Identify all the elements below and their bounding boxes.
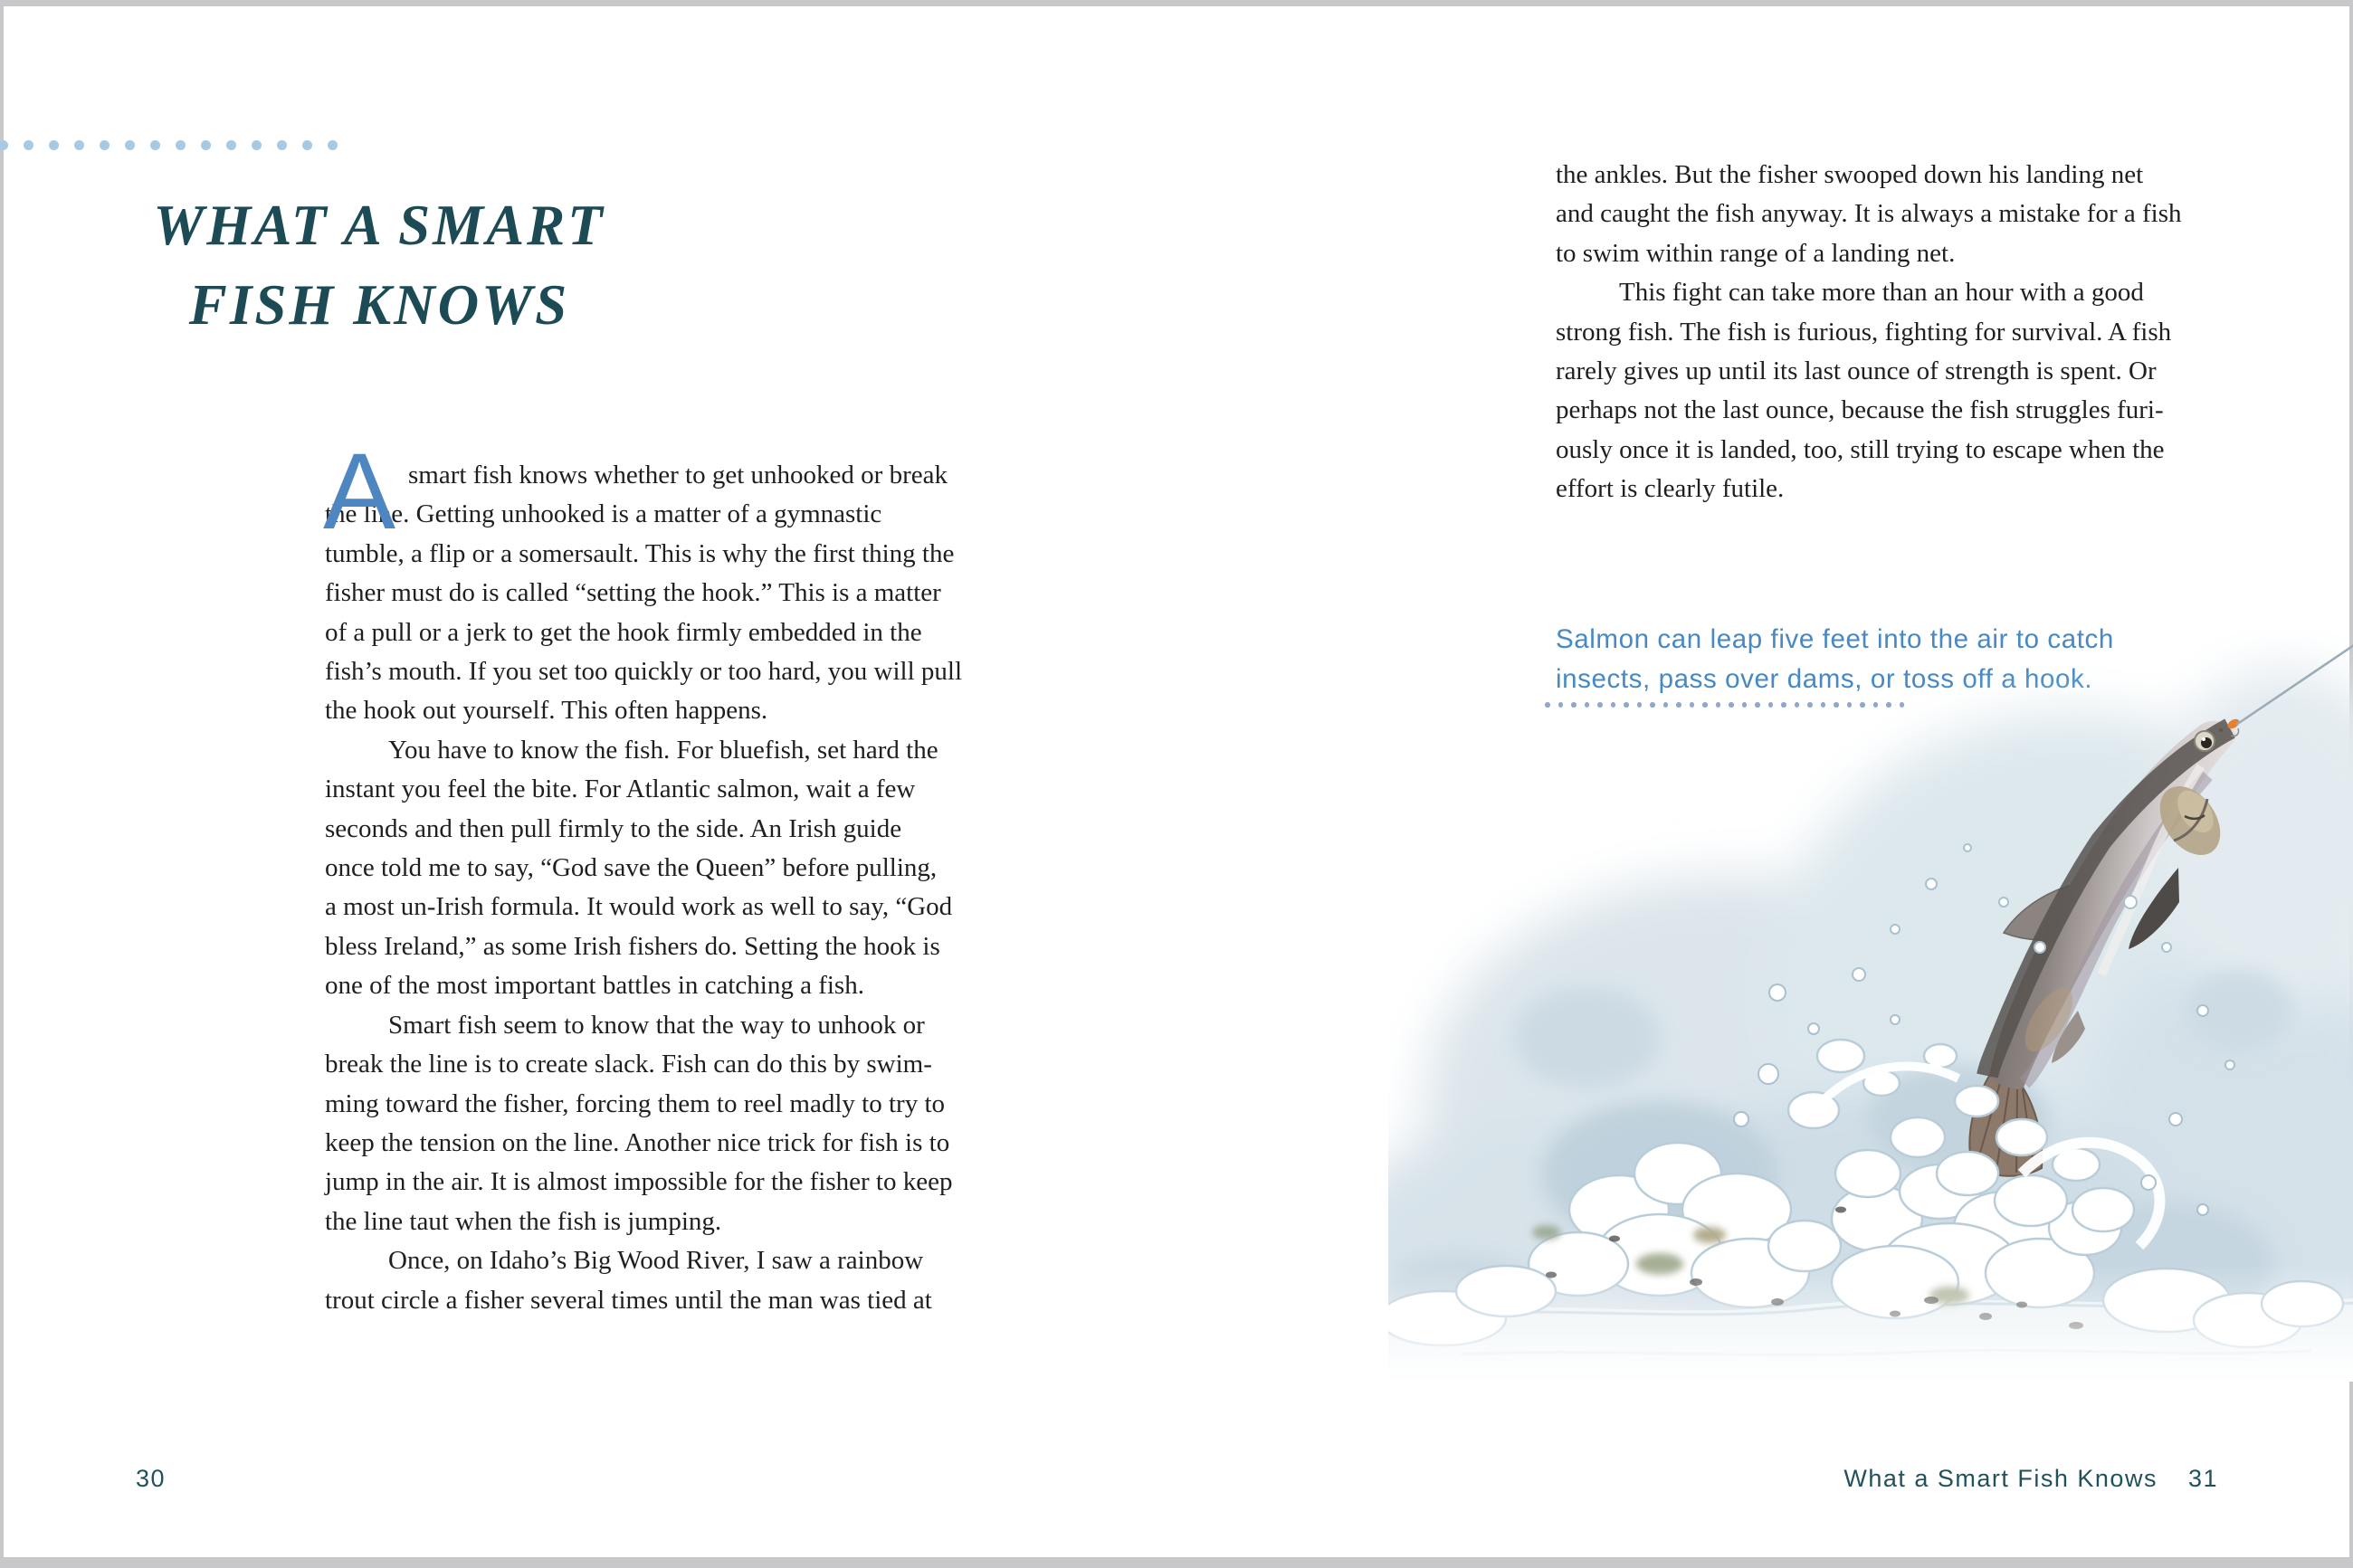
- text-line: rarely gives up until its last ounce of strength is spent. Or: [1556, 356, 2157, 386]
- dot: [150, 140, 160, 150]
- chapter-title-line-2: FISH KNOWS: [188, 273, 570, 337]
- dot: [49, 140, 59, 150]
- page-number-left: 30: [136, 1465, 167, 1492]
- text-line: ously once it is landed, too, still trying to escape when the: [1556, 434, 2165, 464]
- paragraph: [323, 431, 990, 731]
- dot: [24, 140, 33, 150]
- decorative-dots: [0, 140, 338, 150]
- text-line: You have to know the fish. For bluefish, set hard the: [388, 735, 938, 765]
- text-line: break the line is to create slack. Fish can do this by swim-: [325, 1050, 932, 1079]
- paragraph: [1556, 273, 2221, 508]
- dot: [201, 140, 211, 150]
- footer-right: [1843, 1465, 2218, 1493]
- text-line: one of the most important battles in catching a fish.: [325, 971, 864, 1001]
- text-line: effort is clearly futile.: [1556, 474, 1785, 504]
- text-line: keep the tension on the line. Another nice trick for fish is to: [325, 1127, 950, 1157]
- text-line: perhaps not the last ounce, because the fish struggles furi-: [1556, 395, 2164, 425]
- left-text-column: [323, 431, 990, 1320]
- text-line: a most un-Irish formula. It would work as well to say, “God: [325, 892, 953, 922]
- dot: [0, 140, 8, 150]
- text-line: the line. Getting unhooked is a matter of a gymnastic: [325, 499, 882, 529]
- text-line: the ankles. But the fisher swooped down his landing net: [1556, 160, 2144, 189]
- text-line: bless Ireland,” as some Irish fishers do. Setting the hook is: [325, 931, 940, 961]
- text-line: and caught the fish anyway. It is always a mistake for a fish: [1556, 199, 2182, 229]
- text-line: trout circle a fisher several times until the man was tied at: [325, 1285, 932, 1315]
- caption-line-1: Salmon can leap five feet into the air to catch: [1556, 624, 2114, 654]
- text-line: ming toward the fisher, forcing them to reel madly to try to: [325, 1088, 945, 1118]
- text-line: jump in the air. It is almost impossible for the fisher to keep: [325, 1167, 953, 1197]
- running-chapter-title: What a Smart Fish Knows: [1843, 1465, 2158, 1492]
- chapter-title-line-1: WHAT A SMART: [153, 194, 605, 257]
- text-line: of a pull or a jerk to get the hook firmly embedded in the: [325, 617, 922, 647]
- text-line: strong fish. The fish is furious, fighting for survival. A fish: [1556, 317, 2172, 347]
- paragraph: [325, 731, 990, 1006]
- text-line: smart fish knows whether to get unhooked or break: [408, 461, 948, 489]
- text-line: fisher must do is called “setting the hook.” This is a matter: [325, 578, 941, 608]
- dot: [125, 140, 135, 150]
- text-line: once told me to say, “God save the Queen” before pulling,: [325, 853, 938, 883]
- text-line: the hook out yourself. This often happens.: [325, 696, 768, 726]
- dot: [302, 140, 312, 150]
- dot: [74, 140, 84, 150]
- dot: [226, 140, 236, 150]
- dot: [277, 140, 287, 150]
- text-line: seconds and then pull firmly to the side. An Irish guide: [325, 813, 902, 843]
- paragraph: [1556, 156, 2221, 273]
- text-line: tumble, a flip or a somersault. This is why the first thing the: [325, 538, 955, 568]
- caption-line-2: insects, pass over dams, or toss off a hook.: [1556, 664, 2093, 694]
- text-line: instant you feel the bite. For Atlantic salmon, wait a few: [325, 774, 916, 804]
- paragraph: [325, 1006, 990, 1241]
- page-number-right: 31: [2187, 1465, 2218, 1492]
- text-line: Once, on Idaho’s Big Wood River, I saw a rainbow: [388, 1246, 924, 1276]
- chapter-title: [90, 185, 669, 345]
- salmon-illustration: [1388, 631, 2353, 1382]
- dot: [252, 140, 262, 150]
- text-line: the line taut when the fish is jumping.: [325, 1206, 722, 1236]
- dot: [328, 140, 338, 150]
- text-line: to swim within range of a landing net.: [1556, 238, 1956, 268]
- paragraph: [325, 1241, 990, 1320]
- dot: [100, 140, 110, 150]
- right-text-column: [1556, 156, 2221, 509]
- dot: [176, 140, 186, 150]
- book-pages: [4, 6, 2349, 1557]
- drop-cap: A: [323, 431, 396, 552]
- text-line: fish’s mouth. If you set too quickly or too hard, you will pull: [325, 657, 963, 687]
- text-line: Smart fish seem to know that the way to unhook or: [388, 1010, 925, 1040]
- text-line: This fight can take more than an hour with a good: [1619, 278, 2144, 308]
